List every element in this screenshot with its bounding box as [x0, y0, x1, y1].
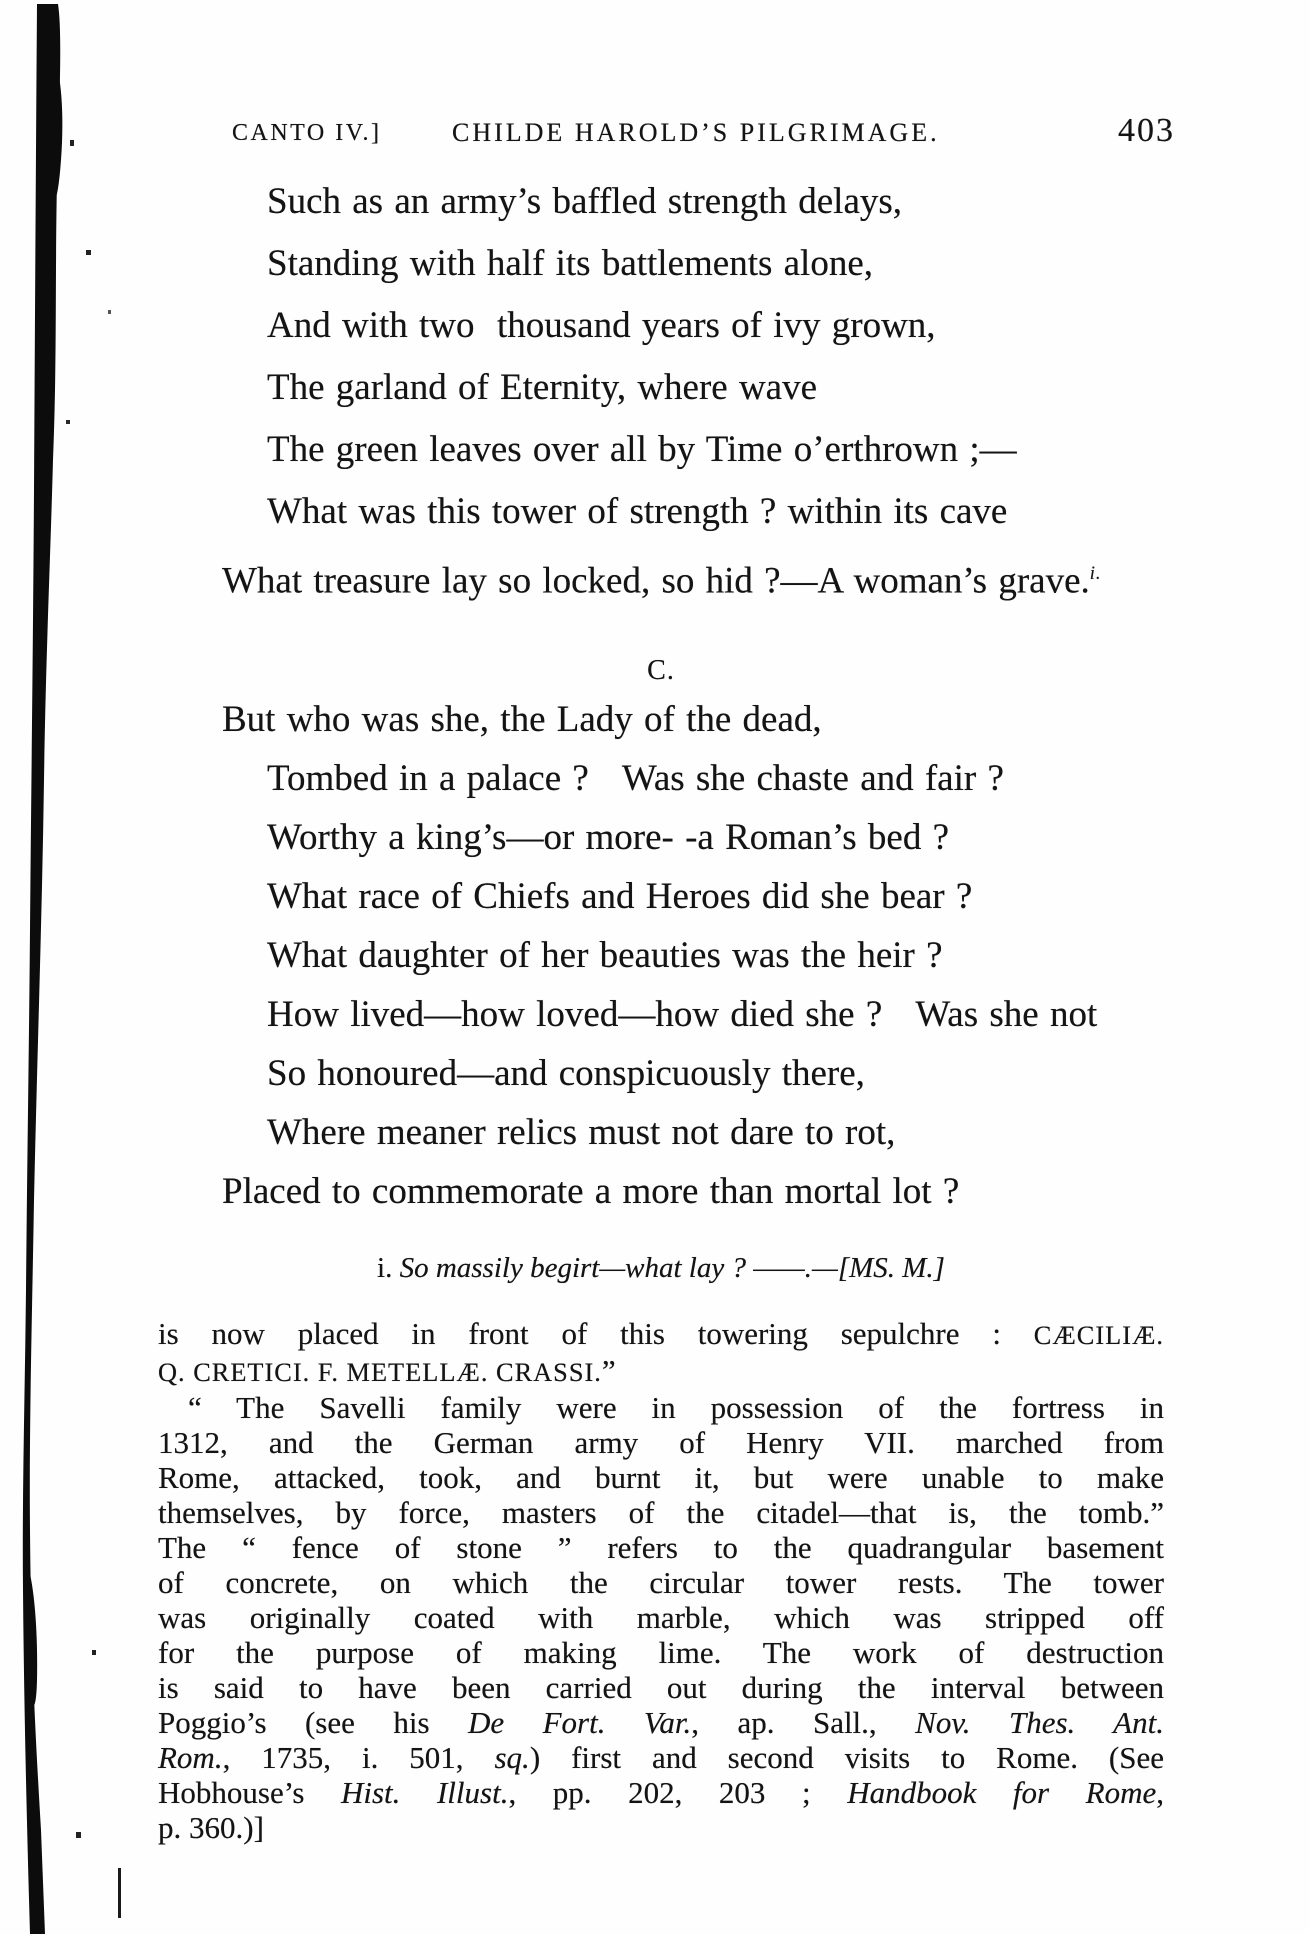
footnote-text: , pp. 202, 203 ;: [508, 1775, 848, 1810]
poem-line: What race of Chiefs and Heroes did she bear ?: [267, 876, 973, 917]
poem-line: Where meaner relics must not dare to rot,: [267, 1112, 896, 1153]
footnote-line: 1312, and the German army of Henry VII. marched from: [158, 1425, 1164, 1460]
footnote-line: [158, 1705, 1164, 1740]
binding-streak: [0, 0, 140, 1934]
footnote-line: for the purpose of making lime. The work of destruction: [158, 1635, 1164, 1670]
footnote-text: ”: [601, 1353, 616, 1388]
cited-work-title: Hist. Illust.: [340, 1775, 509, 1810]
footnote-line: Rome, attacked, took, and burnt it, but were unable to make: [158, 1460, 1164, 1495]
cited-work-title: Handbook for Rome: [847, 1775, 1157, 1810]
footnote-line: [158, 1316, 1164, 1353]
poem-stanza-c: [222, 690, 1282, 1221]
poem-line: And with two thousand years of ivy grown,: [267, 305, 936, 346]
footnote-line: [158, 1353, 1164, 1390]
footnote-line: [158, 1740, 1164, 1775]
poem-line: How lived—how loved—how died she ? Was she not: [267, 994, 1098, 1035]
poem-line: What daughter of her beauties was the heir ?: [267, 935, 943, 976]
footnote-text: ) first and second visits to Rome. (See: [529, 1740, 1164, 1775]
footnote-line: The “ fence of stone ” refers to the quadrangular basement: [158, 1530, 1164, 1565]
poem-line: Tombed in a palace ? Was she chaste and fair ?: [267, 758, 1004, 799]
footnote-line: of concrete, on which the circular tower rests. The tower: [158, 1565, 1164, 1600]
poem-line: The garland of Eternity, where wave: [267, 367, 818, 408]
poem-line-alexandrine: Placed to commemorate a more than mortal lot ?: [222, 1171, 960, 1212]
poem-line-alexandrine: [222, 543, 1282, 612]
footnote-text: ,: [1156, 1775, 1165, 1810]
inscription-small-caps: Q. CRETICI. F. METELLÆ. CRASSI.: [158, 1358, 602, 1387]
stanza-number-heading: C.: [647, 655, 675, 686]
poem-line-text: What treasure lay so locked, so hid ?—A woman’s grave.: [222, 560, 1090, 602]
poem-line: So honoured—and conspicuously there,: [267, 1053, 865, 1094]
footnote-line: is said to have been carried out during the interval between: [158, 1670, 1164, 1705]
variant-reading-note: [158, 1252, 1164, 1285]
poem-line: But who was she, the Lady of the dead,: [222, 699, 822, 740]
footnote-line: p. 360.)]: [158, 1810, 264, 1845]
poem-line: Such as an army’s baffled strength delays,: [267, 181, 903, 222]
footnote-line: [158, 1775, 1164, 1810]
poem-line: What was this tower of strength ? within its cave: [267, 491, 1008, 532]
cited-work-title: Rom.: [158, 1740, 223, 1775]
cited-work-title: Nov. Thes. Ant.: [915, 1705, 1164, 1740]
poem-line: Worthy a king’s—or more- -a Roman’s bed ?: [267, 817, 950, 858]
footnote-reference-mark: i.: [1089, 564, 1102, 584]
inscription-small-caps: CÆCILIÆ.: [1033, 1321, 1164, 1350]
poem-stanza-xcix: [222, 171, 1282, 612]
header-canto-label: CANTO IV.]: [232, 120, 382, 146]
footnote-text: Hobhouse’s: [158, 1775, 341, 1810]
poem-line: Standing with half its battlements alone,: [267, 243, 874, 284]
footnote-line: themselves, by force, masters of the citadel—that is, the tomb.”: [158, 1495, 1164, 1530]
header-page-number: 403: [1118, 112, 1175, 149]
footnote-text: Poggio’s (see his: [158, 1705, 468, 1740]
cited-abbreviation: sq.: [494, 1740, 530, 1775]
footnote-line: was originally coated with marble, which was stripped off: [158, 1600, 1164, 1635]
footnote-line: “ The Savelli family were in possession of the fortress in: [188, 1390, 1164, 1425]
cited-work-title: De Fort. Var.: [467, 1705, 692, 1740]
header-running-title: CHILDE HAROLD’S PILGRIMAGE.: [452, 118, 940, 147]
footnote-text: , 1735, i. 501,: [222, 1740, 495, 1775]
footnote-text: , ap. Sall.,: [691, 1705, 916, 1740]
footnote-text: is now placed in front of this towering sepulchre :: [158, 1316, 1034, 1351]
prose-footnote-block: [158, 1316, 1164, 1845]
poem-line: The green leaves over all by Time o’erthrown ;—: [267, 429, 1017, 470]
variant-note-marker: i.: [377, 1252, 400, 1284]
variant-note-text: So massily begirt—what lay ? ——.—[MS. M.]: [399, 1252, 945, 1284]
